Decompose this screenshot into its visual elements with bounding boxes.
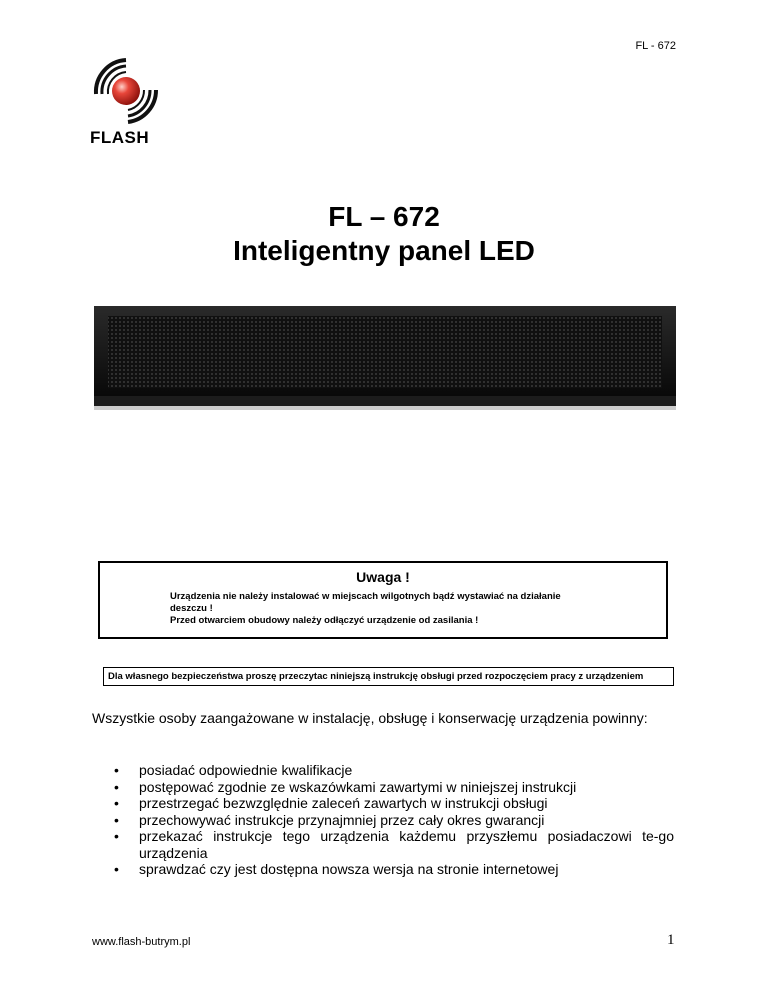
bullet-icon: • — [114, 795, 119, 811]
list-item: • przekazać instrukcje tego urządzenia każdemu przyszłemu posiadaczowi te-go urządzenia — [114, 828, 674, 861]
list-item: • posiadać odpowiednie kwalifikacje — [114, 762, 353, 778]
bullet-icon: • — [114, 762, 119, 778]
list-item: • przechowywać instrukcje przynajmniej przez cały okres gwarancji — [114, 811, 545, 828]
warning-title: Uwaga ! — [356, 569, 410, 585]
document-title — [0, 200, 768, 268]
warning-line: deszczu ! — [170, 603, 213, 614]
page-number: 1 — [667, 932, 675, 948]
title-product: Inteligentny panel LED — [233, 235, 535, 266]
list-item: • przestrzegać bezwzględnie zaleceń zawartych w instrukcji obsługi — [114, 795, 548, 811]
safety-note: Dla własnego bezpieczeństwa proszę przeczytac niniejszą instrukcję obsługi przed rozpoczęciem pracy z urządzeniem — [103, 667, 674, 686]
list-item: • postępować zgodnie ze wskazówkami zawartymi w niniejszej instrukcji — [114, 778, 577, 795]
document-code: FL - 672 — [635, 40, 676, 52]
footer-url: www.flash-butrym.pl — [92, 936, 191, 948]
title-model: FL – 672 — [328, 201, 440, 232]
requirements-list — [92, 762, 674, 878]
warning-line: Przed otwarciem obudowy należy odłączyć urządzenie od zasilania ! — [170, 615, 479, 626]
warning-line: Urządzenia nie należy instalować w miejscach wilgotnych bądź wystawiać na działanie — [170, 591, 561, 602]
warning-box — [98, 561, 668, 639]
bullet-icon: • — [114, 861, 119, 877]
intro-paragraph: Wszystkie osoby zaangażowane w instalację, obsługę i konserwację urządzenia powinny: — [92, 710, 648, 726]
bullet-icon: • — [114, 811, 119, 828]
led-panel-photo — [94, 300, 676, 412]
bullet-icon: • — [114, 778, 119, 795]
list-item: • sprawdzać czy jest dostępna nowsza wersja na stronie internetowej — [114, 861, 559, 877]
logo-wordmark: FLASH — [90, 128, 150, 147]
bullet-icon: • — [114, 828, 119, 844]
